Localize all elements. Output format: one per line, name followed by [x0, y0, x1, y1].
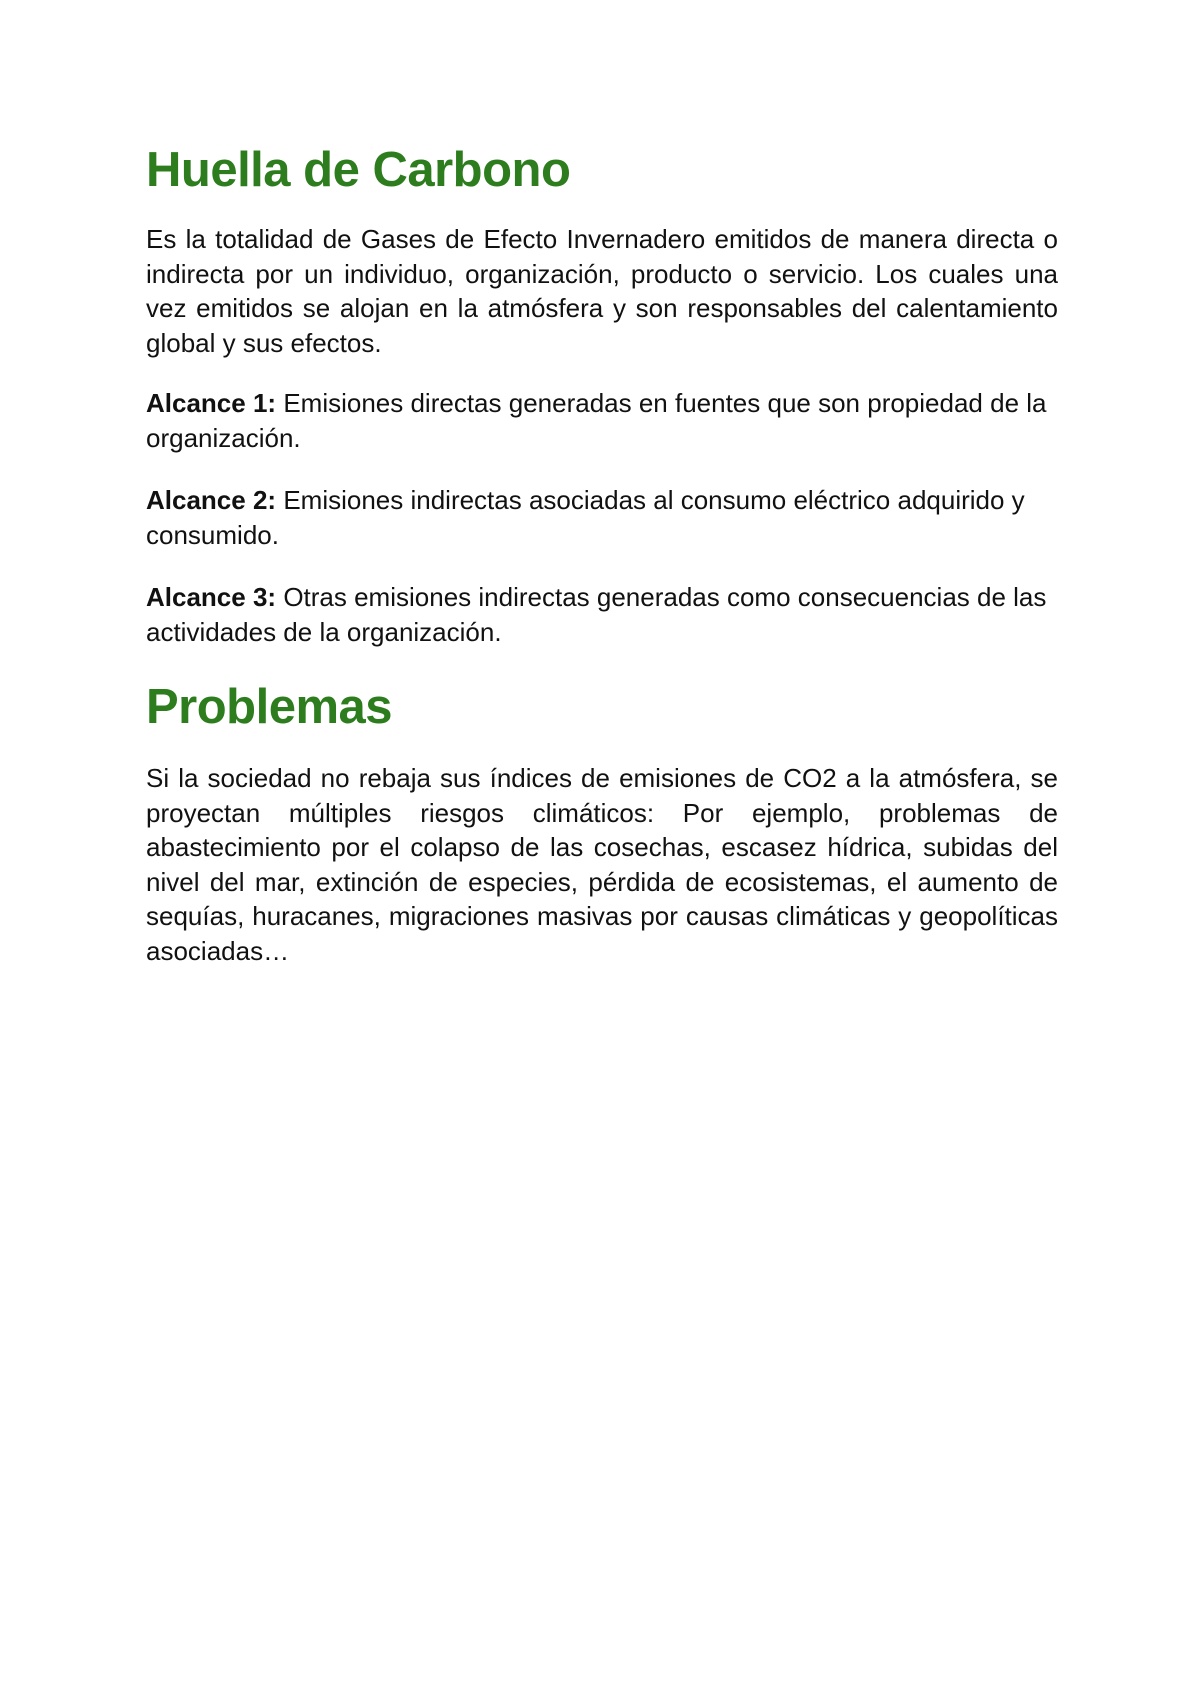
- scope-2-text: Emisiones indirectas asociadas al consumo eléctrico adquirido y consumido.: [146, 485, 1025, 550]
- scope-3-text: Otras emisiones indirectas generadas como consecuencias de las actividades de la organización.: [146, 582, 1047, 647]
- carbon-footprint-heading: Huella de Carbono: [146, 143, 571, 197]
- carbon-footprint-intro: Es la totalidad de Gases de Efecto Invernadero emitidos de manera directa o indirecta por un individuo, organización, producto o servicio. Los cuales una vez emitidos se alojan en la atmósfera y son responsables del calentamiento global y sus efectos.: [146, 224, 1058, 358]
- scope-1-paragraph: [146, 386, 1058, 455]
- scope-2-paragraph: [146, 483, 1058, 552]
- scope-1-label: Alcance 1:: [146, 388, 277, 418]
- scope-2-label: Alcance 2:: [146, 485, 277, 515]
- problems-body: Si la sociedad no rebaja sus índices de emisiones de CO2 a la atmósfera, se proyectan múltiples riesgos climáticos: Por ejemplo, problemas de abastecimiento por el colapso de las cosechas, escasez hídrica, subidas del nivel del mar, extinción de especies, pérdida de ecosistemas, el aumento de sequías, huracanes, migraciones masivas por causas climáticas y geopolíticas asociadas…: [146, 763, 1058, 966]
- problems-heading: Problemas: [146, 680, 393, 734]
- document-page: [146, 140, 1058, 968]
- scope-1-text: Emisiones directas generadas en fuentes que son propiedad de la organización.: [146, 388, 1047, 453]
- scope-3-paragraph: [146, 580, 1058, 649]
- scope-3-label: Alcance 3:: [146, 582, 277, 612]
